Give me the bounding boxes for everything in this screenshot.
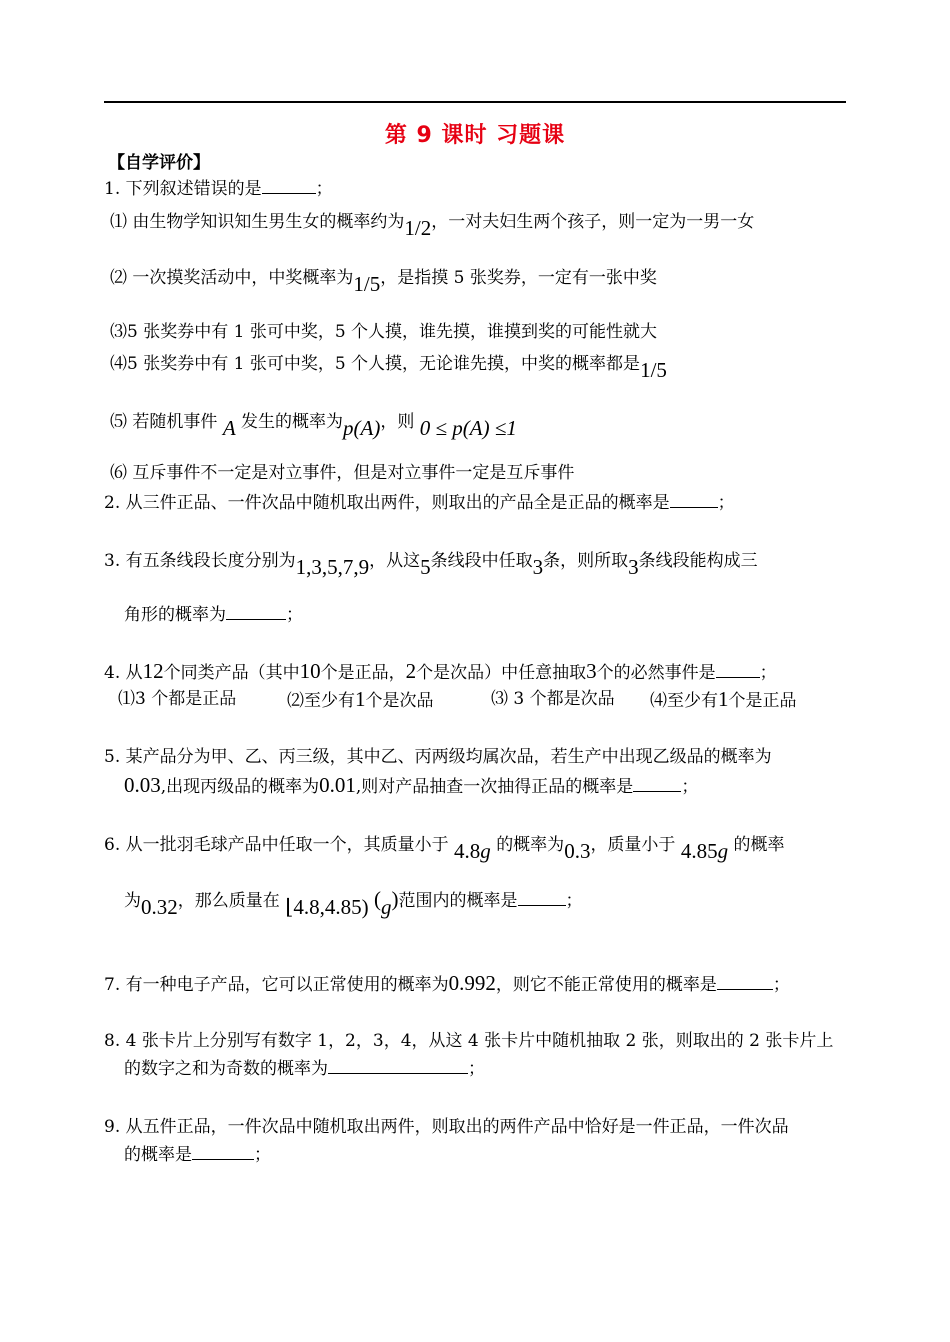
prob-inequality: 0 ≤ p(A) ≤1 bbox=[419, 416, 517, 440]
answer-blank[interactable] bbox=[717, 975, 773, 990]
question-6-line-2: 为0.32，那么质量在 ⌊4.8,4.85) (g)范围内的概率是 ； bbox=[124, 887, 583, 919]
q1-option-3: ⑶5 张奖券中有 1 张可中奖，5 个人摸，谁先摸，谁摸到奖的可能性就大 bbox=[110, 322, 658, 342]
question-5: 5. 某产品分为甲、乙、丙三级，其中乙、丙两级均属次品，若生产中出现乙级品的概率为 bbox=[104, 747, 772, 767]
answer-blank[interactable] bbox=[633, 777, 681, 792]
question-8: 8. 4 张卡片上分别写有数字 1，2，3，4，从这 4 张卡片中随机抽取 2 张，则取出的 2 张卡片上 bbox=[104, 1031, 834, 1051]
q4-option-1: ⑴3 个都是正品 bbox=[118, 689, 237, 709]
q4-option-3: ⑶ 3 个都是次品 bbox=[491, 689, 615, 709]
fraction-one-half: 1/2 bbox=[404, 216, 432, 240]
answer-blank[interactable] bbox=[518, 891, 566, 906]
answer-blank[interactable] bbox=[716, 663, 760, 678]
question-5-line-2: 0.03,出现丙级品的概率为0.01,则对产品抽查一次抽得正品的概率是 ； bbox=[124, 773, 699, 797]
q1-option-4: ⑷5 张奖券中有 1 张可中奖，5 个人摸，无论谁先摸，中奖的概率都是1/5 bbox=[110, 354, 667, 382]
q4-option-4: ⑷至少有1个是正品 bbox=[650, 687, 797, 711]
question-6: 6. 从一批羽毛球产品中任取一个，其质量小于 4.8g 的概率为0.3，质量小于 4.85g 的概率 bbox=[104, 835, 785, 863]
page-title: 第 9 课时 习题课 bbox=[384, 123, 566, 148]
q4-option-2: ⑵至少有1个是次品 bbox=[287, 687, 434, 711]
question-2: 2. 从三件正品、一件次品中随机取出两件，则取出的产品全是正品的概率是 ； bbox=[104, 493, 735, 513]
question-9-line-2: 的概率是 ； bbox=[124, 1145, 271, 1165]
prob-pa: p(A) bbox=[343, 416, 381, 440]
question-1-stem: 1. 下列叙述错误的是 ； bbox=[104, 179, 333, 199]
q1-option-5: ⑸ 若随机事件 A 发生的概率为p(A)，则 0 ≤ p(A) ≤1 bbox=[110, 412, 517, 440]
question-8-line-2: 的数字之和为奇数的概率为 ； bbox=[124, 1059, 485, 1079]
q1-option-6: ⑹ 互斥事件不一定是对立事件，但是对立事件一定是互斥事件 bbox=[110, 463, 575, 483]
answer-blank[interactable] bbox=[226, 605, 286, 620]
answer-blank[interactable] bbox=[262, 179, 316, 194]
fraction-one-fifth: 1/5 bbox=[640, 358, 667, 382]
q1-option-1: ⑴ 由生物学知识知生男生女的概率约为1/2，一对夫妇生两个孩子，则一定为一男一女 bbox=[110, 212, 755, 240]
section-heading: 【自学评价】 bbox=[108, 153, 210, 173]
length-set: 1,3,5,7,9 bbox=[295, 555, 370, 579]
question-4: 4. 从12个同类产品（其中10个是正品，2个是次品）中任意抽取3个的必然事件是 ； bbox=[104, 659, 777, 683]
fraction-one-fifth: 1/5 bbox=[353, 272, 381, 296]
question-3: 3. 有五条线段长度分别为1,3,5,7,9，从这5条线段中任取3条，则所取3条线段能构成三 bbox=[104, 551, 758, 579]
answer-blank[interactable] bbox=[328, 1059, 468, 1074]
event-a: A bbox=[222, 416, 236, 440]
question-7: 7. 有一种电子产品，它可以正常使用的概率为0.992，则它不能正常使用的概率是 ； bbox=[104, 971, 790, 995]
answer-blank[interactable] bbox=[192, 1145, 254, 1160]
answer-blank[interactable] bbox=[670, 493, 718, 508]
question-9: 9. 从五件正品，一件次品中随机取出两件，则取出的两件产品中恰好是一件正品，一件次品 bbox=[104, 1117, 789, 1137]
header-rule bbox=[104, 101, 846, 103]
q1-option-2: ⑵ 一次摸奖活动中，中奖概率为1/5，是指摸 5 张奖券，一定有一张中奖 bbox=[110, 268, 657, 296]
mass-interval: ⌊4.8,4.85) bbox=[285, 895, 369, 919]
question-3-line-2: 角形的概率为 ； bbox=[124, 605, 303, 625]
